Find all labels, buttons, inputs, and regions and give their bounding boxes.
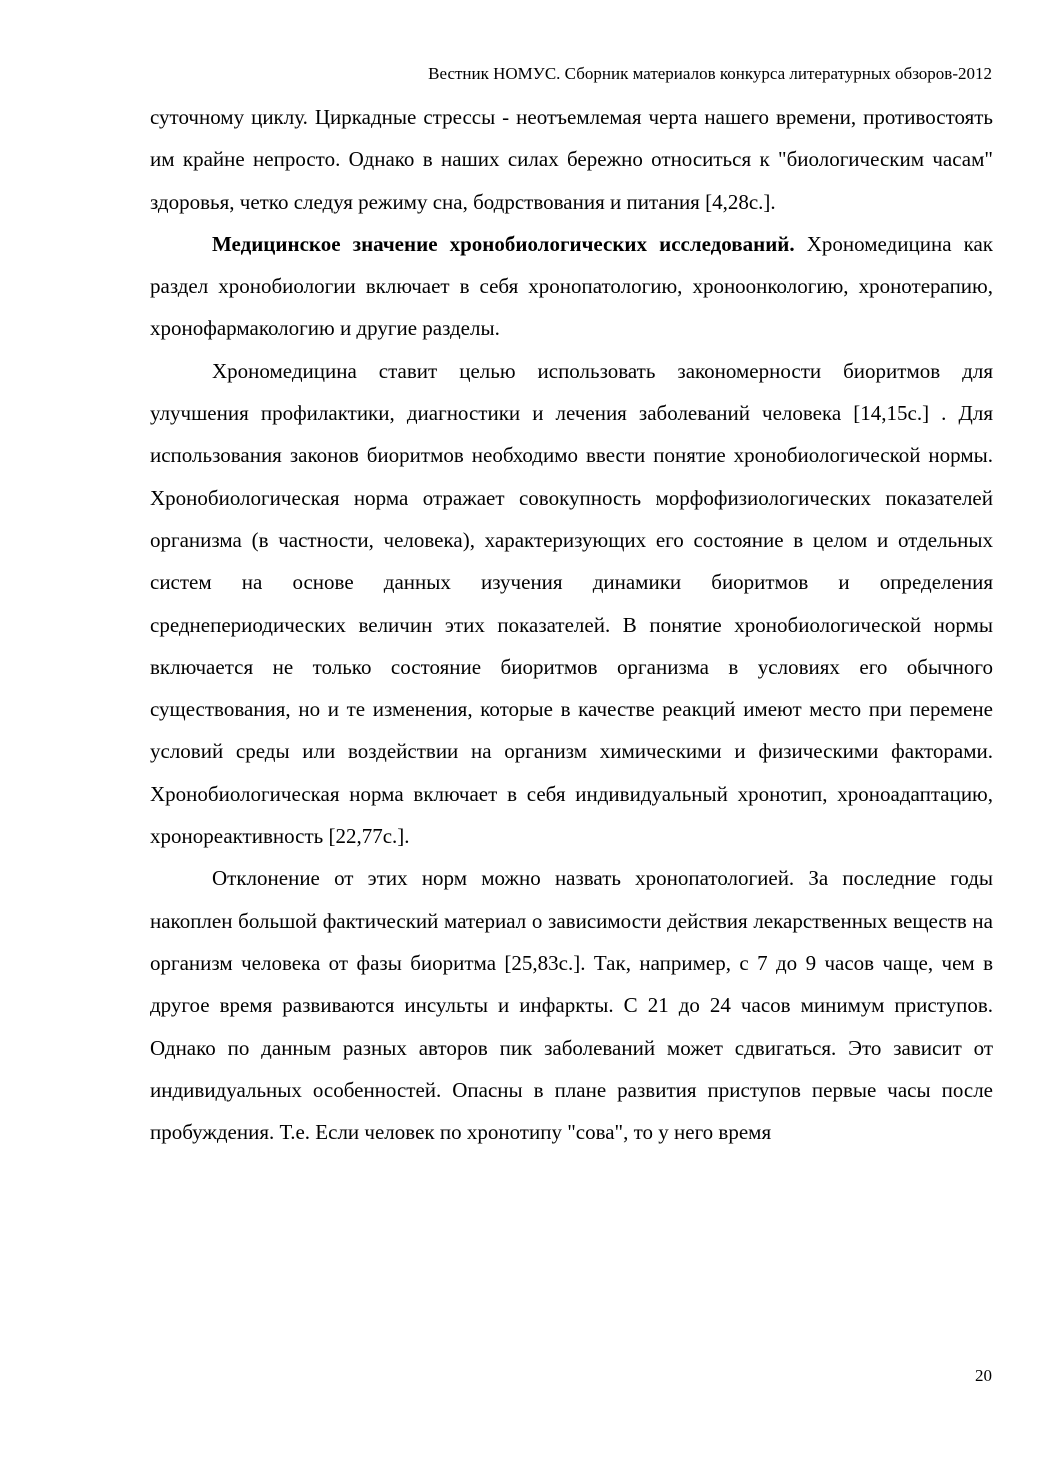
running-header: Вестник НОМУС. Сборник материалов конкурса литературных обзоров-2012 <box>428 64 992 83</box>
page-number: 20 <box>975 1366 992 1385</box>
section-heading: Медицинское значение хронобиологических исследований. <box>212 231 795 256</box>
paragraph-chronopathology: Отклонение от этих норм можно назвать хронопатологией. За последние годы накоплен большой фактический материал о зависимости действия лекарственных веществ на организм человека от фазы биоритма [25,83с.]. Так, например, с 7 до 9 часов чаще, чем в другое время развиваются инсульты и инфаркты. С 21 до 24 часов минимум приступов. Однако по данным разных авторов пик заболеваний может сдвигаться. Это зависит от индивидуальных особенностей. Опасны в плане развития приступов первые часы после пробуждения. Т.е. Если человек по хронотипу "сова", то у него время <box>150 866 993 1145</box>
paragraph-chronomedicine: Хрономедицина ставит целью использовать закономерности биоритмов для улучшения профилактики, диагностики и лечения заболеваний человека [14,15с.] . Для использования законов биоритмов необходимо ввести понятие хронобиологической нормы. Хронобиологическая норма отражает совокупность морфофизиологических показателей организма (в частности, человека), характеризующих его состояние в целом и отдельных систем на основе данных изучения динамики биоритмов и определения среднепериодических величин этих показателей. В понятие хронобиологической нормы включается не только состояние биоритмов организма в условиях его обычного существования, но и те изменения, которые в качестве реакций имеют место при перемене условий среды или воздействии на организм химическими и физическими факторами. Хронобиологическая норма включает в себя индивидуальный хронотип, хроноадаптацию, хронореактивность [22,77с.]. <box>150 358 993 849</box>
section-intro-text: Хрономедицина как раздел хронобиологии включает в себя хронопатологию, хроноонкологию, хронотерапию, хронофармакологию и другие разделы. <box>150 231 993 341</box>
paragraph-continuation: суточному циклу. Циркадные стрессы - неотъемлемая черта нашего времени, противостоять им крайне непросто. Однако в наших силах бережно относиться к "биологическим часам" здоровья, четко следуя режиму сна, бодрствования и питания [4,28с.]. <box>150 105 993 214</box>
document-body <box>150 96 993 1153</box>
section-paragraph <box>150 223 993 350</box>
